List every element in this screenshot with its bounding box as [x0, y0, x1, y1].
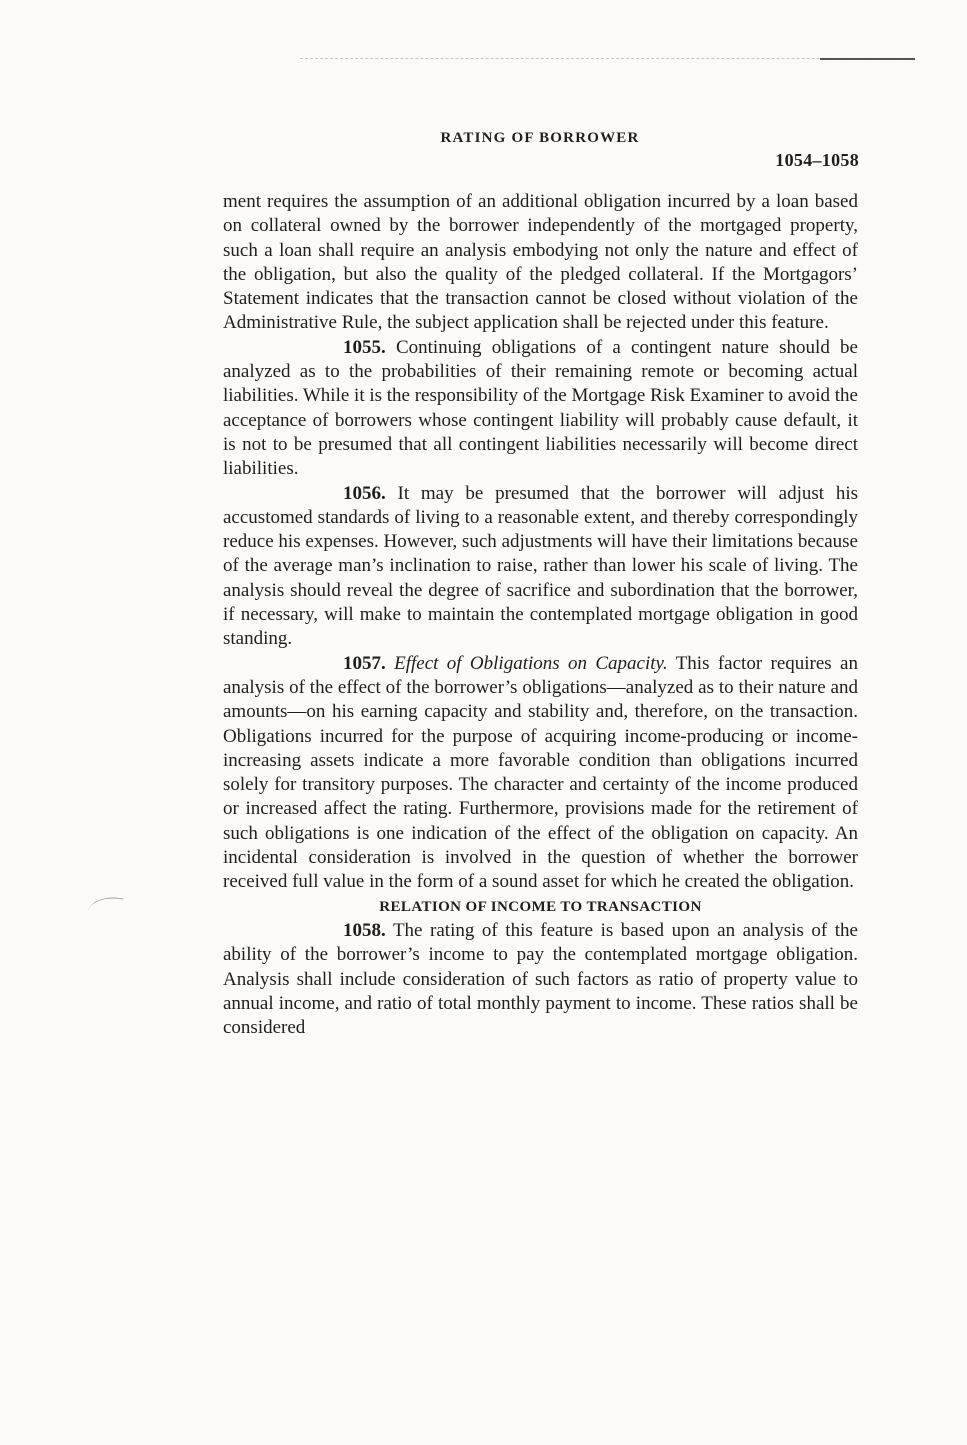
paragraph-1058 [223, 919, 858, 1040]
paragraph-1055-text: Continuing obligations of a contingent nature should be analyzed as to the probabilities of their remaining remote or becoming actual liabilities. While it is the responsibility of the Mortgage Risk Examiner to avoid the acceptance of borrowers whose contingent liability will probably cause default, it is not to be presumed that all contingent liabilities necessarily will become direct liabilities. [223, 336, 858, 480]
paragraph-1056 [223, 482, 858, 652]
section-title-1057: Effect of Obligations on Capacity. [394, 652, 668, 674]
paragraph-1057 [223, 652, 858, 895]
scan-artifact-rule [820, 58, 915, 60]
section-number-1056: 1056. [343, 482, 386, 504]
paragraph-continued: ment requires the assumption of an additional obligation incurred by a loan based on collateral owned by the borrower independently of the mortgaged property, such a loan shall require an analysis embodying not only the nature and effect of the obligation, but also the quality of the pledged collateral. If the Mortgagors’ Statement indicates that the transaction cannot be closed without violation of the Administrative Rule, the subject application shall be rejected under this feature. [223, 191, 858, 334]
paragraph-1058-text: The rating of this feature is based upon an analysis of the ability of the borrower’s income to pay the contemplated mortgage obligation. Analysis shall include consideration of such factors as ratio of property value to annual income, and ratio of total monthly payment to income. These ratios shall be considered [223, 919, 858, 1039]
body-text [223, 190, 858, 1040]
section-number-1055: 1055. [343, 336, 386, 358]
running-head: RATING OF BORROWER [440, 130, 640, 146]
paragraph-1057-text: This factor requires an analysis of the effect of the borrower’s obligations—analyzed as to their nature and amounts—on his earning capacity and stability and, therefore, on the transaction. Obligations incurred for the purpose of acquiring income-producing or income-increasing assets indicate a more favorable condition than obligations incurred solely for transitory purposes. The character and certainty of the income produced or increased affect the rating. Furthermore, provisions made for the retirement of such obligations is one indication of the effect of the obligation on capacity. An incidental consideration is involved in the question of whether the borrower received full value in the form of a sound asset for which he created the obligation. [223, 652, 858, 893]
margin-pencil-mark [87, 894, 124, 922]
section-subheading: RELATION OF INCOME TO TRANSACTION [379, 898, 702, 915]
paragraph-1055 [223, 336, 858, 482]
paragraph-1056-text: It may be presumed that the borrower will adjust his accustomed standards of living to a reasonable extent, and thereby correspondingly reduce his expenses. However, such adjustments will have their limitations because of the average man’s inclination to raise, rather than lower his scale of living. The analysis should reveal the degree of sacrifice and subordination that the borrower, if necessary, will make to maintain the contemplated mortgage obligation in good standing. [223, 482, 858, 650]
section-number-1057: 1057. [343, 652, 386, 674]
section-range: 1054–1058 [775, 150, 859, 170]
section-number-1058: 1058. [343, 919, 386, 941]
